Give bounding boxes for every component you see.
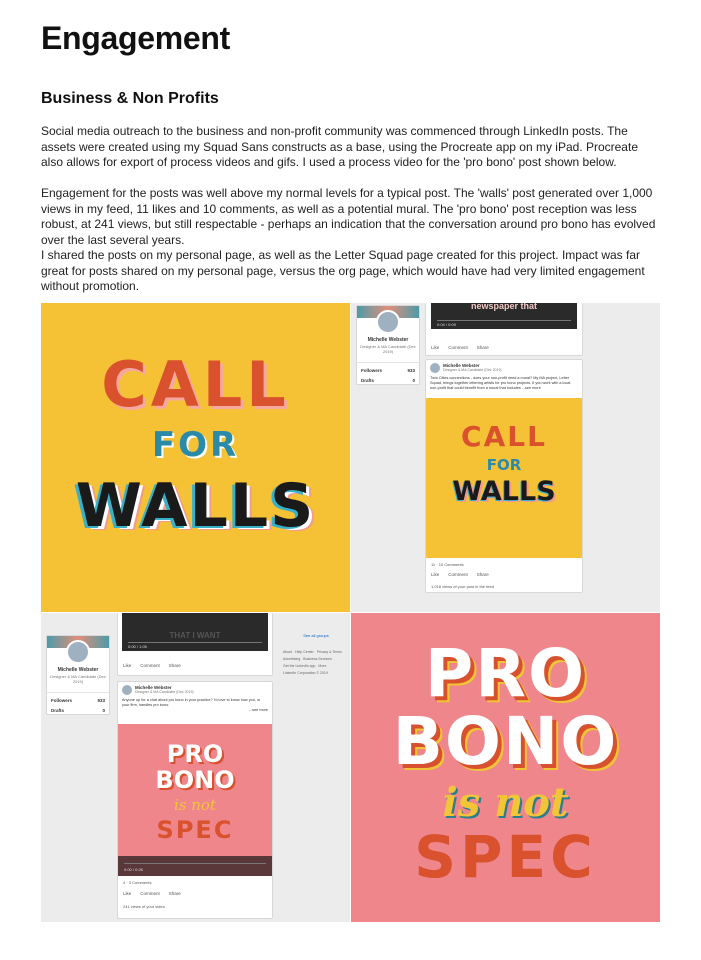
comment-button[interactable]: Comment <box>140 891 160 896</box>
copyright-text: LinkedIn Corporation © 2019 <box>283 671 328 675</box>
video-time: 0:04 / 0:09 <box>437 322 456 327</box>
footer-link[interactable]: Privacy & Terms <box>316 650 342 654</box>
reactions-count[interactable]: 11 · 10 Comments <box>431 562 464 567</box>
views-count[interactable]: 1,018 views of your post in the feed <box>431 584 494 589</box>
like-button[interactable]: Like <box>431 345 440 350</box>
comment-button[interactable]: Comment <box>448 345 468 350</box>
page-title: Engagement <box>41 20 231 56</box>
post-image-text-call: CALL <box>461 420 547 453</box>
followers-value: 933 <box>407 368 415 373</box>
poster-text-walls: WALLS <box>75 471 316 541</box>
video-player[interactable] <box>431 303 577 329</box>
pro-bono-poster <box>351 613 660 922</box>
like-button[interactable]: Like <box>123 891 132 896</box>
linkedin-walls-screenshot <box>351 303 660 612</box>
paragraph-engagement: Engagement for the posts was well above my normal levels for a typical post. The 'walls' post generated over 1,000 views in my feed, 11 likes and 10 comments, as well as a potential mural. The 'pro bono' post reception was less robust, at 241 views, but still respectable - perhaps an indication that the conversation around pro bono has evolved over the last several years. <box>41 186 656 247</box>
post-text: Twin Cities connections - does your non-profit need a mural? My MA project, Letter Squad, brings together lettering artists for pro bono projects. If you work with a local non-profit that could benefit from a mural that includes ...see more <box>430 376 571 390</box>
poster-text-pro: PRO <box>424 635 587 712</box>
post-video-text-isnot: is not <box>174 796 216 814</box>
previous-post-card <box>425 303 583 356</box>
poster-text-isnot: is not <box>442 779 569 826</box>
poster-text-bono: BONO <box>392 703 619 780</box>
poster-text-spec: SPEC <box>414 823 597 891</box>
video-time: 0:00 / 1:05 <box>128 644 147 649</box>
avatar <box>66 640 90 664</box>
profile-subtitle: Designer & MA Candidate (Dec 2019) <box>360 344 416 354</box>
image-gallery <box>41 303 660 922</box>
poster-text-call: CALL <box>101 348 290 421</box>
profile-card <box>356 305 420 385</box>
followers-label: Followers <box>51 698 73 703</box>
post-video-text-bono: BONO <box>155 766 235 794</box>
drafts-value: 0 <box>412 378 415 383</box>
section-title: Business & Non Profits <box>41 90 219 107</box>
video-time: 0:00 / 0:26 <box>124 867 143 872</box>
post-image-text-for: FOR <box>486 456 522 474</box>
paragraph-sharing: I shared the posts on my personal page, as well as the Letter Squad page created for this project. Impact was far great for posts shared on my personal page, versus the org page, which would have had very limited engagement without promotion. <box>41 248 645 293</box>
footer-link[interactable]: Get the LinkedIn app <box>283 664 316 668</box>
post-video-text-spec: SPEC <box>156 816 234 844</box>
share-button[interactable]: Share <box>476 572 489 577</box>
post-image-text-walls: WALLS <box>452 476 556 507</box>
see-all-groups-link[interactable]: See all groups <box>303 633 329 638</box>
video-caption: THAT I WANT <box>169 631 221 640</box>
avatar <box>376 310 400 334</box>
profile-name: Michelle Webster <box>367 337 409 343</box>
video-player[interactable] <box>122 613 268 651</box>
post-video[interactable] <box>118 724 272 876</box>
profile-subtitle: Designer & MA Candidate (Dec 2019) <box>50 674 106 684</box>
share-button[interactable]: Share <box>168 663 181 668</box>
followers-value: 933 <box>97 698 105 703</box>
drafts-label: Drafts <box>361 378 375 383</box>
like-button[interactable]: Like <box>431 572 440 577</box>
walls-post-card <box>425 359 583 593</box>
share-button[interactable]: Share <box>168 891 181 896</box>
comment-button[interactable]: Comment <box>140 663 160 668</box>
probono-post-card <box>117 681 273 919</box>
previous-post-card <box>117 613 273 676</box>
profile-card <box>46 635 110 715</box>
poster-text-for: FOR <box>151 425 240 465</box>
post-author[interactable]: Michelle Webster <box>135 685 172 690</box>
footer-link[interactable]: Advertising <box>283 657 301 661</box>
footer-link[interactable]: About <box>283 650 293 654</box>
share-button[interactable]: Share <box>476 345 489 350</box>
linkedin-probono-screenshot <box>41 613 350 922</box>
like-button[interactable]: Like <box>123 663 132 668</box>
footer-link[interactable]: Help Center <box>295 650 314 654</box>
avatar <box>122 685 132 695</box>
paragraph-outreach: Social media outreach to the business and non-profit community was commenced through LinkedIn posts. The assets were created using my Squad Sans constructs as a base, using the Procreate app on my iPad. Procreate also allows for export of process videos and gifs. I used a process video for the 'pro bono' post shown below. <box>41 124 638 169</box>
drafts-label: Drafts <box>51 708 65 713</box>
views-count[interactable]: 241 views of your video <box>123 904 165 909</box>
post-video-text-pro: PRO <box>166 740 224 768</box>
post-image <box>426 398 582 558</box>
post-meta: Designer & MA Candidate (Dec 2019) <box>443 368 502 372</box>
post-text: Anyone up for a chat about pro bono in your practice? I'd love to know how you, or your firm, handles pro bono. <box>122 698 261 707</box>
drafts-value: 0 <box>102 708 105 713</box>
profile-name: Michelle Webster <box>57 667 99 673</box>
footer-link[interactable]: Business Services <box>303 657 332 661</box>
comment-button[interactable]: Comment <box>448 572 468 577</box>
linkedin-sidebar-links <box>283 633 349 693</box>
see-more-link[interactable]: ...see more <box>249 708 268 712</box>
followers-label: Followers <box>361 368 383 373</box>
reactions-count[interactable]: 4 · 3 Comments <box>123 880 152 885</box>
post-meta: Designer & MA Candidate (Dec 2019) <box>135 690 194 694</box>
post-author[interactable]: Michelle Webster <box>443 363 480 368</box>
video-caption: newspaper that <box>470 303 537 311</box>
call-for-walls-poster <box>41 303 350 612</box>
footer-link[interactable]: More <box>318 664 327 668</box>
avatar <box>430 363 440 373</box>
